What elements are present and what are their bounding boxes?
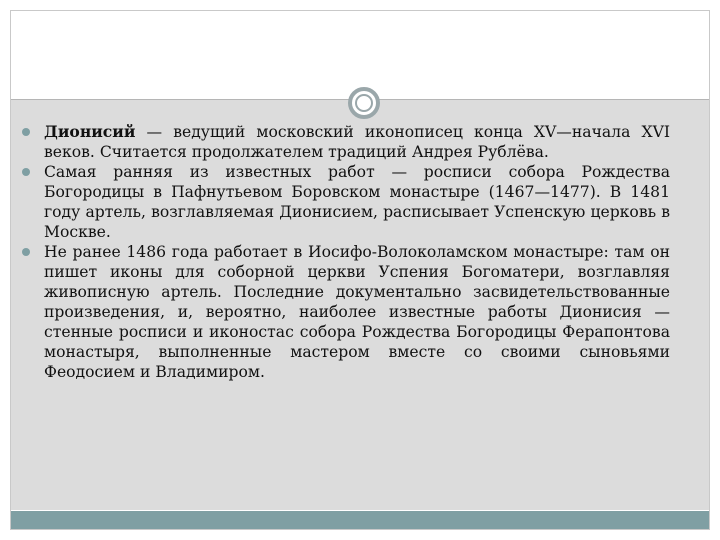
bullet-item-later-works <box>22 242 670 382</box>
bottom-accent-band <box>11 511 709 529</box>
bullet-list <box>22 122 670 382</box>
circle-ornament-inner <box>355 94 373 112</box>
bullet-text: Не ранее 1486 года работает в Иосифо-Волоколамском монастыре: там он пишет иконы для соборной церкви Успения Богоматери, возглавляя живописную артель. Последние документально засвидетельствованные произведения, и, вероятно, наиболее известные работы Дионисия — стенные росписи и иконостас собора Рождества Богородицы Ферапонтова монастыря, выполненные мастером вместе со своими сыновьями Феодосием и Владимиром. <box>44 243 670 381</box>
bullet-text: — ведущий московский иконописец конца XV—начала XVI веков. Считается продолжателем традиций Андрея Рублёва. <box>44 123 670 161</box>
bullet-text: Самая ранняя из известных работ — росписи собора Рождества Богородицы в Пафнутьевом Боровском монастыре (1467—1477). В 1481 году артель, возглавляемая Дионисием, расписывает Успенскую церковь в Москве. <box>44 163 670 241</box>
bullet-dot-icon <box>22 248 30 256</box>
circle-ornament-icon <box>348 87 380 119</box>
artist-name: Дионисий <box>44 122 136 141</box>
bullet-item-dionisy <box>22 122 670 162</box>
bullet-item-early-works <box>22 162 670 242</box>
bullet-dot-icon <box>22 128 30 136</box>
bullet-dot-icon <box>22 168 30 176</box>
